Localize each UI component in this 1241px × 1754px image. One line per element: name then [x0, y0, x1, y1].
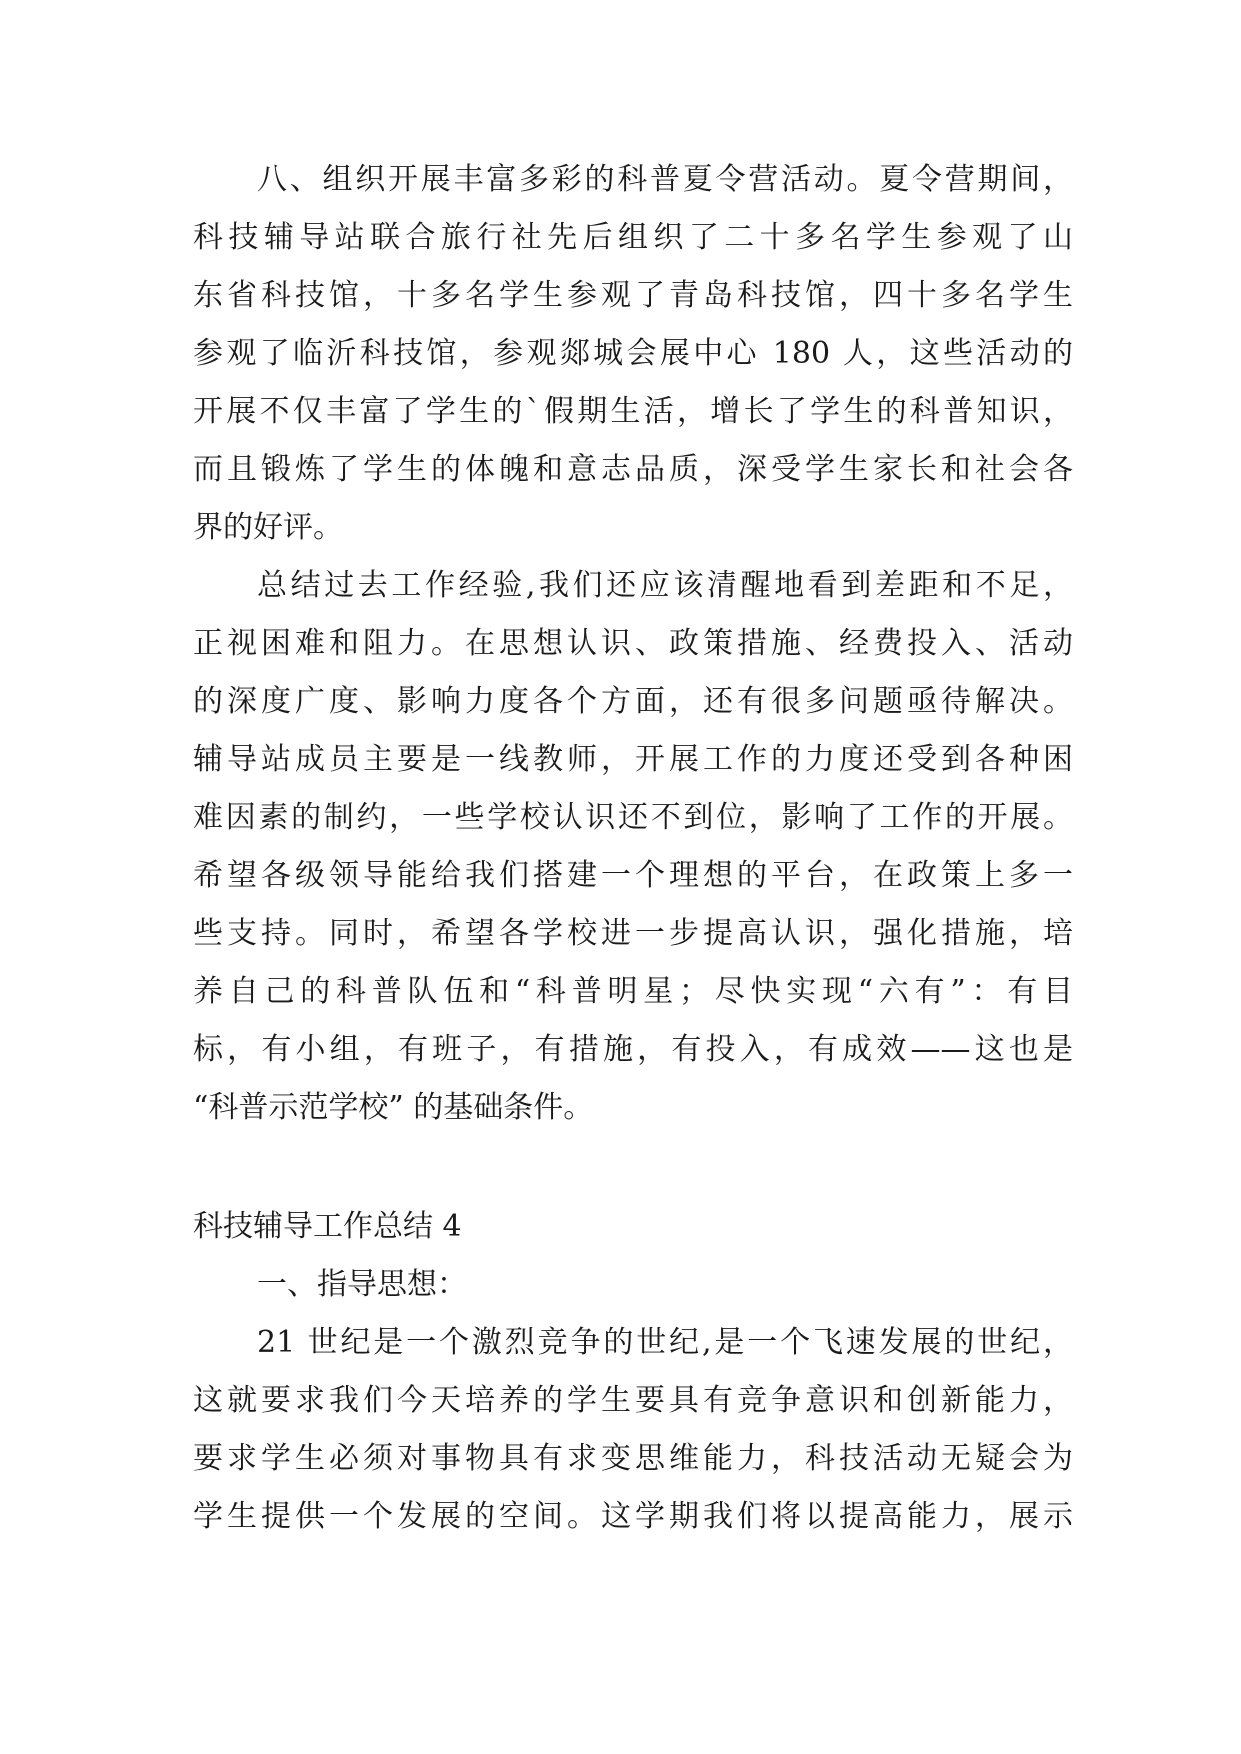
paragraph-1-line-6: 而且锻炼了学生的体魄和意志品质，深受学生家长和社会各: [193, 452, 1073, 487]
paragraph-1-line-1: 八、组织开展丰富多彩的科普夏令营活动。夏令营期间，: [257, 162, 1073, 197]
paragraph-2-line-10: “科普示范学校” 的基础条件。: [193, 1090, 594, 1125]
section-2-line-4: 学生提供一个发展的空间。这学期我们将以提高能力，展示: [193, 1499, 1073, 1534]
paragraph-1-line-4: 参观了临沂科技馆，参观郯城会展中心 180 人，这些活动的: [193, 336, 1073, 371]
paragraph-2-line-2: 正视困难和阻力。在思想认识、政策措施、经费投入、活动: [193, 626, 1073, 661]
paragraph-1-line-7: 界的好评。: [193, 510, 343, 545]
paragraph-1-line-2: 科技辅导站联合旅行社先后组织了二十多名学生参观了山: [193, 220, 1073, 255]
paragraph-1-line-3: 东省科技馆，十多名学生参观了青岛科技馆，四十多名学生: [193, 278, 1073, 313]
paragraph-2-line-8: 养自己的科普队伍和“科普明星；尽快实现“六有”：有目: [193, 974, 1073, 1009]
section-2-line-1: 21 世纪是一个激烈竞争的世纪,是一个飞速发展的世纪，: [257, 1325, 1073, 1360]
section-heading: 一、指导思想：: [257, 1267, 467, 1302]
section-title: 科技辅导工作总结 4: [193, 1209, 462, 1244]
paragraph-2-line-7: 些支持。同时，希望各学校进一步提高认识，强化措施，培: [193, 916, 1073, 951]
paragraph-2-line-4: 辅导站成员主要是一线教师，开展工作的力度还受到各种困: [193, 742, 1073, 777]
section-2-line-3: 要求学生必须对事物具有求变思维能力，科技活动无疑会为: [193, 1441, 1073, 1476]
paragraph-1-line-5: 开展不仅丰富了学生的`假期生活，增长了学生的科普知识，: [193, 394, 1073, 429]
paragraph-2-line-6: 希望各级领导能给我们搭建一个理想的平台，在政策上多一: [193, 858, 1073, 893]
paragraph-2-line-1: 总结过去工作经验,我们还应该清醒地看到差距和不足，: [257, 568, 1073, 603]
section-2-line-2: 这就要求我们今天培养的学生要具有竞争意识和创新能力，: [193, 1383, 1073, 1418]
paragraph-2-line-3: 的深度广度、影响力度各个方面，还有很多问题亟待解决。: [193, 684, 1073, 719]
paragraph-2-line-5: 难因素的制约，一些学校认识还不到位，影响了工作的开展。: [193, 800, 1073, 835]
paragraph-2-line-9: 标，有小组，有班子，有措施，有投入，有成效——这也是: [193, 1032, 1073, 1067]
